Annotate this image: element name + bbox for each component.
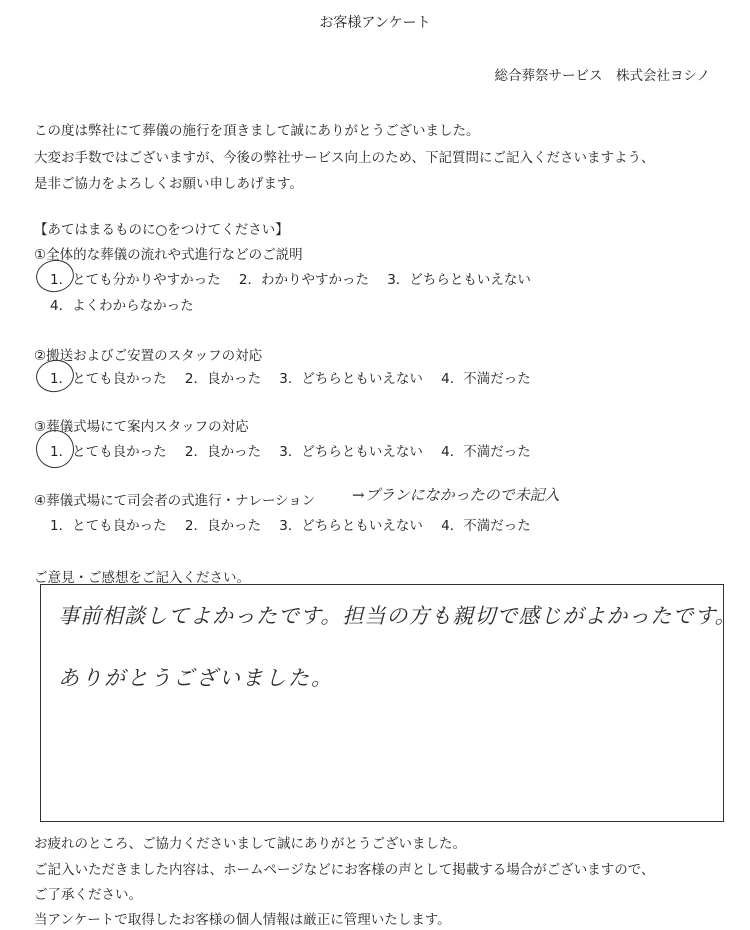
- intro-line-1: この度は弊社にて葬儀の施行を頂きまして誠にありがとうございました。: [34, 123, 480, 139]
- question-3-label: ③葬儀式場にて案内スタッフの対応: [34, 419, 249, 435]
- footer-line-3: ご了承ください。: [34, 887, 142, 903]
- question-4-handwritten-note: →プランになかったので未記入: [352, 486, 560, 504]
- question-1-options-row-1: [50, 268, 545, 288]
- footer-line-2: ご記入いただきました内容は、ホームページなどにお客様の声として掲載する場合がございますので、: [34, 862, 655, 878]
- question-1-option-4[interactable]: 4．よくわからなかった: [50, 298, 194, 314]
- intro-line-3: 是非ご協力をよろしくお願い申しあげます。: [34, 176, 303, 192]
- comments-handwritten-line-1: 事前相談してよかったです。担当の方も親切で感じがよかったです。: [58, 604, 737, 628]
- question-1-options-row-2: [50, 294, 208, 314]
- question-4-options-row: [50, 514, 545, 534]
- question-3-option-2[interactable]: 2．良かった: [184, 444, 261, 460]
- comments-label: ご意見・ご感想をご記入ください。: [34, 570, 250, 586]
- question-3-option-4[interactable]: 4．不満だった: [441, 444, 531, 460]
- question-2-option-1[interactable]: 1．とても良かった: [50, 371, 167, 387]
- question-2-option-3[interactable]: 3．どちらともいえない: [279, 371, 423, 387]
- question-4-option-1[interactable]: 1．とても良かった: [50, 518, 167, 534]
- survey-title: お客様アンケート: [319, 15, 431, 31]
- intro-line-2: 大変お手数ではございますが、今後の弊社サービス向上のため、下記質問にご記入くださいますよう、: [34, 150, 655, 166]
- footer-line-1: お疲れのところ、ご協力くださいまして誠にありがとうございました。: [34, 836, 466, 852]
- question-1-option-1[interactable]: 1．とても分かりやすかった: [50, 272, 221, 288]
- footer-line-4: 当アンケートで取得したお客様の個人情報は厳正に管理いたします。: [34, 912, 451, 928]
- question-1-option-2[interactable]: 2．わかりやすかった: [238, 272, 369, 288]
- question-2-option-4[interactable]: 4．不満だった: [441, 371, 531, 387]
- question-1-label: ①全体的な葬儀の流れや式進行などのご説明: [34, 247, 303, 263]
- instruction-text: 【あてはまるものに○をつけてください】: [34, 222, 289, 238]
- question-3-option-3[interactable]: 3．どちらともいえない: [279, 444, 423, 460]
- question-2-options-row: [50, 367, 545, 387]
- question-4-option-3[interactable]: 3．どちらともいえない: [279, 518, 423, 534]
- question-3-option-1[interactable]: 1．とても良かった: [50, 444, 167, 460]
- question-1-option-3[interactable]: 3．どちらともいえない: [387, 272, 531, 288]
- comments-handwritten-line-2: ありがとうございました。: [58, 666, 334, 690]
- question-4-label: ④葬儀式場にて司会者の式進行・ナレーション: [34, 493, 316, 509]
- question-2-option-2[interactable]: 2．良かった: [184, 371, 261, 387]
- question-4-option-2[interactable]: 2．良かった: [184, 518, 261, 534]
- organization-name: 総合葬祭サービス 株式会社ヨシノ: [494, 68, 710, 84]
- question-3-options-row: [50, 440, 545, 460]
- question-2-label: ②搬送およびご安置のスタッフの対応: [34, 348, 263, 364]
- question-4-option-4[interactable]: 4．不満だった: [441, 518, 531, 534]
